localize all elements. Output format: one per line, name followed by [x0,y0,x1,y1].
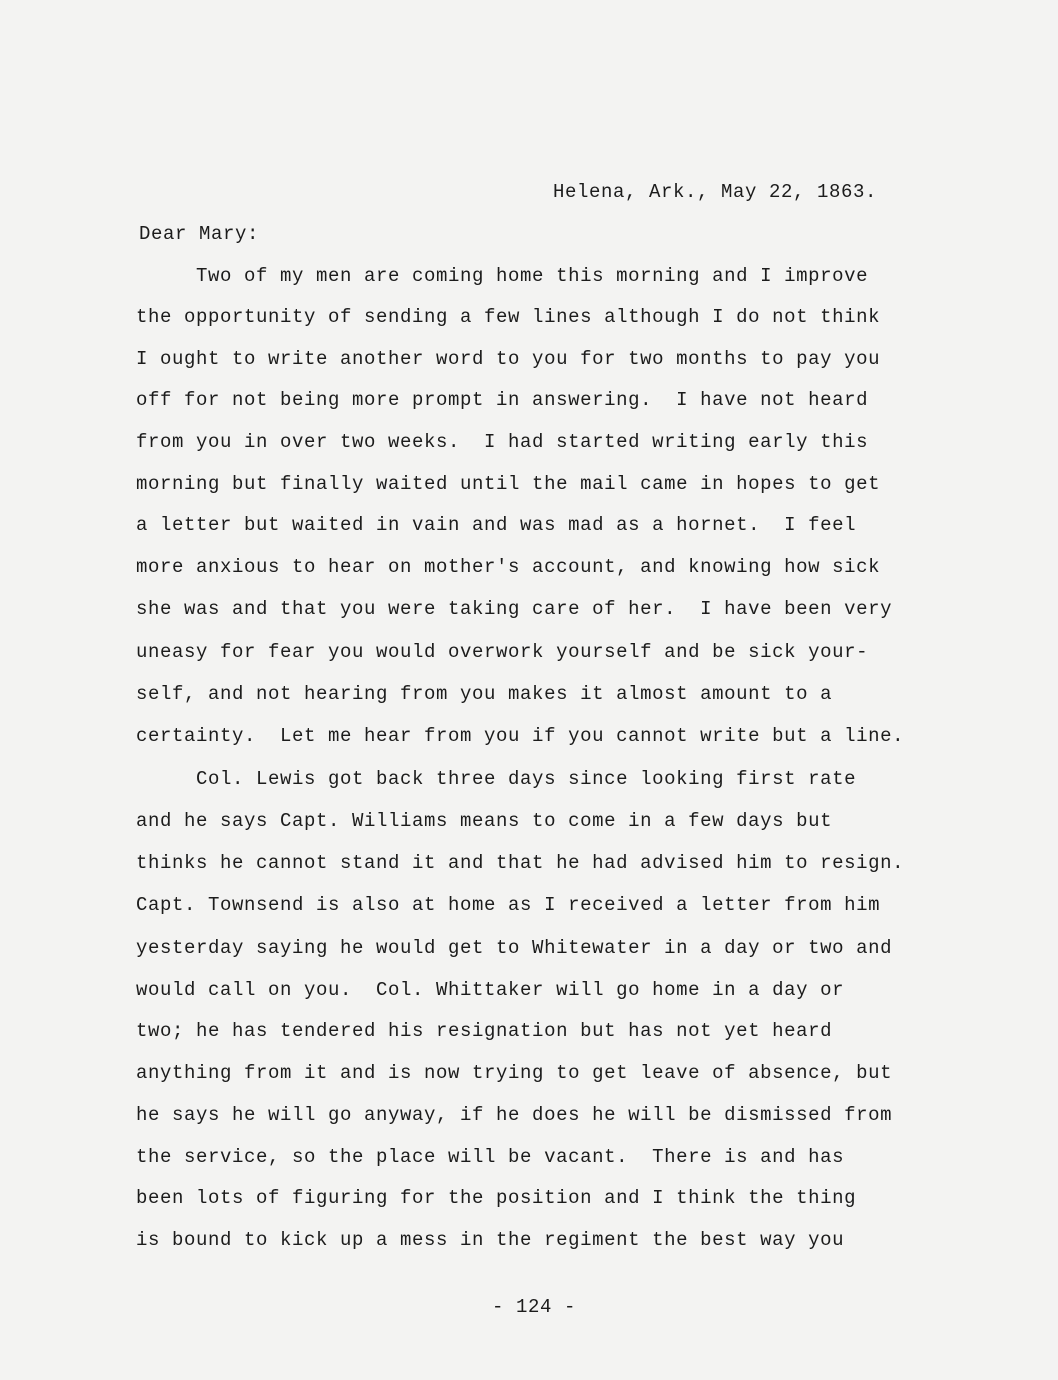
body-line: Two of my men are coming home this morning and I improve [136,265,869,287]
body-line: yesterday saying he would get to Whitewater in a day or two and [136,937,893,959]
body-line: from you in over two weeks. I had started writing early this [136,431,869,453]
salutation: Dear Mary: [139,223,260,245]
body-line: and he says Capt. Williams means to come in a few days but [136,810,833,832]
body-line: off for not being more prompt in answering. I have not heard [136,389,869,411]
body-line: the service, so the place will be vacant. There is and has [136,1146,845,1168]
body-line: she was and that you were taking care of her. I have been very [136,598,893,620]
body-line: been lots of figuring for the position and I think the thing [136,1187,857,1209]
body-line: the opportunity of sending a few lines although I do not think [136,306,881,328]
body-line: uneasy for fear you would overwork yourself and be sick your- [136,641,869,663]
dateline: Helena, Ark., May 22, 1863. [553,181,878,203]
body-line: would call on you. Col. Whittaker will go home in a day or [136,979,845,1001]
body-line: is bound to kick up a mess in the regiment the best way you [136,1229,845,1251]
body-line: Col. Lewis got back three days since looking first rate [136,768,857,790]
body-line: he says he will go anyway, if he does he will be dismissed from [136,1104,893,1126]
body-line: two; he has tendered his resignation but has not yet heard [136,1020,833,1042]
body-line: anything from it and is now trying to get leave of absence, but [136,1062,893,1084]
body-line: more anxious to hear on mother's account, and knowing how sick [136,556,881,578]
body-line: Capt. Townsend is also at home as I received a letter from him [136,894,881,916]
body-line: I ought to write another word to you for two months to pay you [136,348,881,370]
body-line: morning but finally waited until the mail came in hopes to get [136,473,881,495]
body-line: thinks he cannot stand it and that he had advised him to resign. [136,852,905,874]
page-number: - 124 - [492,1296,577,1318]
body-line: self, and not hearing from you makes it almost amount to a [136,683,833,705]
body-line: a letter but waited in vain and was mad as a hornet. I feel [136,514,857,536]
body-line: certainty. Let me hear from you if you cannot write but a line. [136,725,905,747]
